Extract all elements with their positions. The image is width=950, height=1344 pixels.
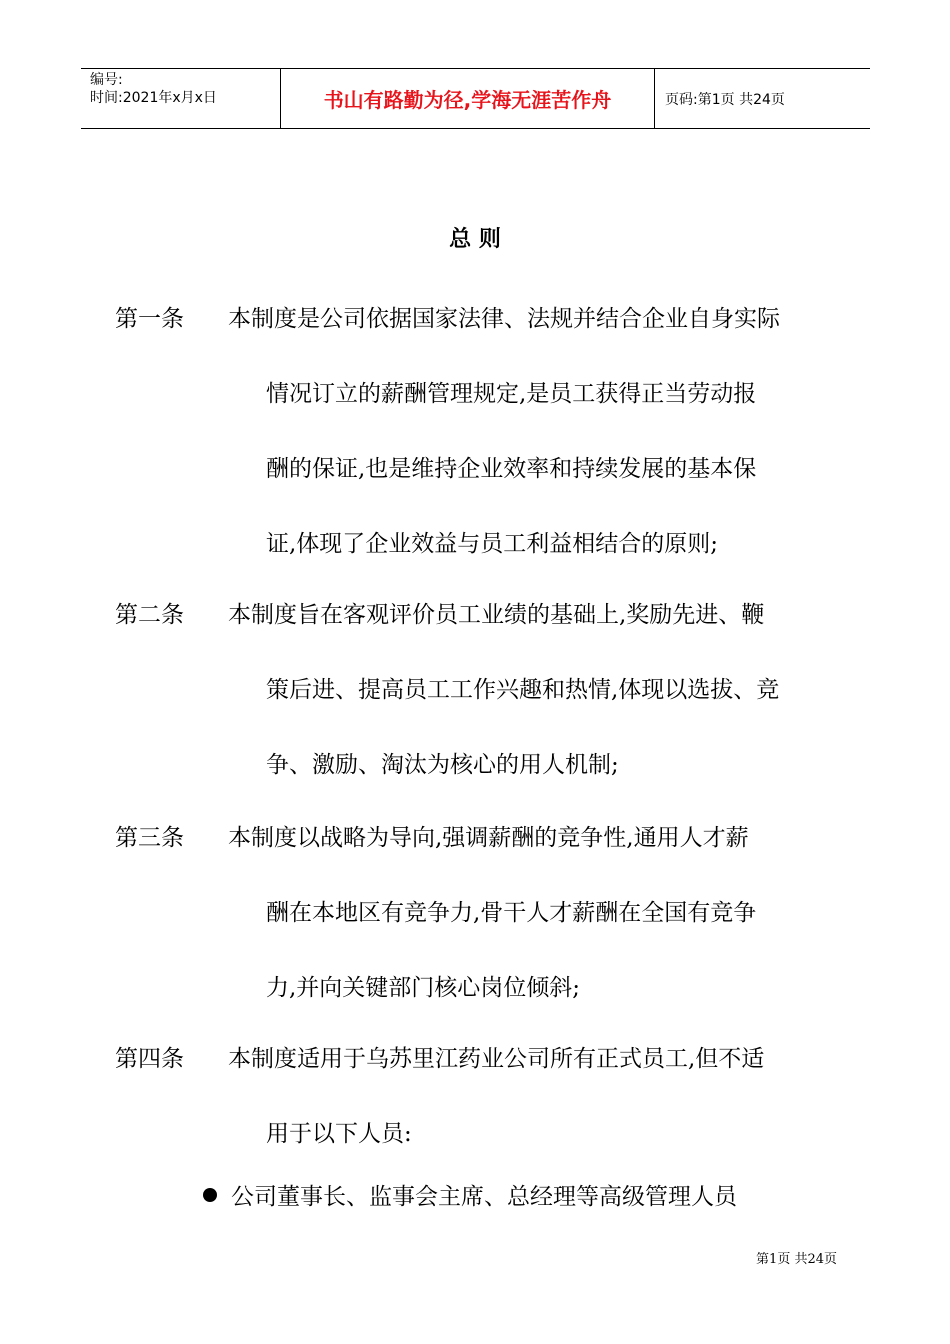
- bullet-dot-icon: [203, 1188, 217, 1202]
- page-header: [81, 68, 870, 129]
- header-page-text: 页码:第1页 共24页: [665, 91, 785, 108]
- article-line: 本制度是公司依据国家法律、法规并结合企业自身实际: [228, 306, 780, 332]
- article-line: 情况订立的薪酬管理规定,是员工获得正当劳动报: [266, 381, 757, 407]
- article-number: 第二条: [115, 602, 184, 628]
- article-line: 酬在本地区有竞争力,骨干人才薪酬在全国有竞争: [266, 900, 757, 926]
- bullet-item: [203, 1178, 737, 1211]
- article-number: 第一条: [115, 306, 184, 332]
- article-line: 本制度以战略为导向,强调薪酬的竞争性,通用人才薪: [228, 825, 749, 851]
- article-line: 本制度适用于乌苏里江药业公司所有正式员工,但不适: [228, 1046, 765, 1072]
- header-motto-text: 书山有路勤为径,学海无涯苦作舟: [323, 88, 612, 112]
- header-motto: [281, 69, 655, 128]
- article-line: 力,并向关键部门核心岗位倾斜;: [266, 975, 581, 1001]
- article-line: 酬的保证,也是维持企业效率和持续发展的基本保: [266, 456, 757, 482]
- bullet-text: 公司董事长、监事会主席、总经理等高级管理人员: [231, 1184, 737, 1210]
- article-line: 本制度旨在客观评价员工业绩的基础上,奖励先进、鞭: [228, 602, 765, 628]
- header-meta: [81, 69, 281, 128]
- header-page: [655, 69, 870, 128]
- header-time: 时间:2021年x月x日: [90, 90, 217, 106]
- article-line: 争、激励、淘汰为核心的用人机制;: [266, 752, 619, 778]
- header-number: 编号:: [90, 72, 123, 88]
- article-line: 策后进、提高员工工作兴趣和热情,体现以选拔、竞: [266, 677, 780, 703]
- article-number: 第四条: [115, 1046, 184, 1072]
- page-footer: 第1页 共24页: [756, 1252, 837, 1267]
- article-line: 用于以下人员:: [266, 1121, 412, 1147]
- section-title: 总 则: [449, 226, 501, 252]
- article-number: 第三条: [115, 825, 184, 851]
- article-line: 证,体现了企业效益与员工利益相结合的原则;: [266, 531, 719, 557]
